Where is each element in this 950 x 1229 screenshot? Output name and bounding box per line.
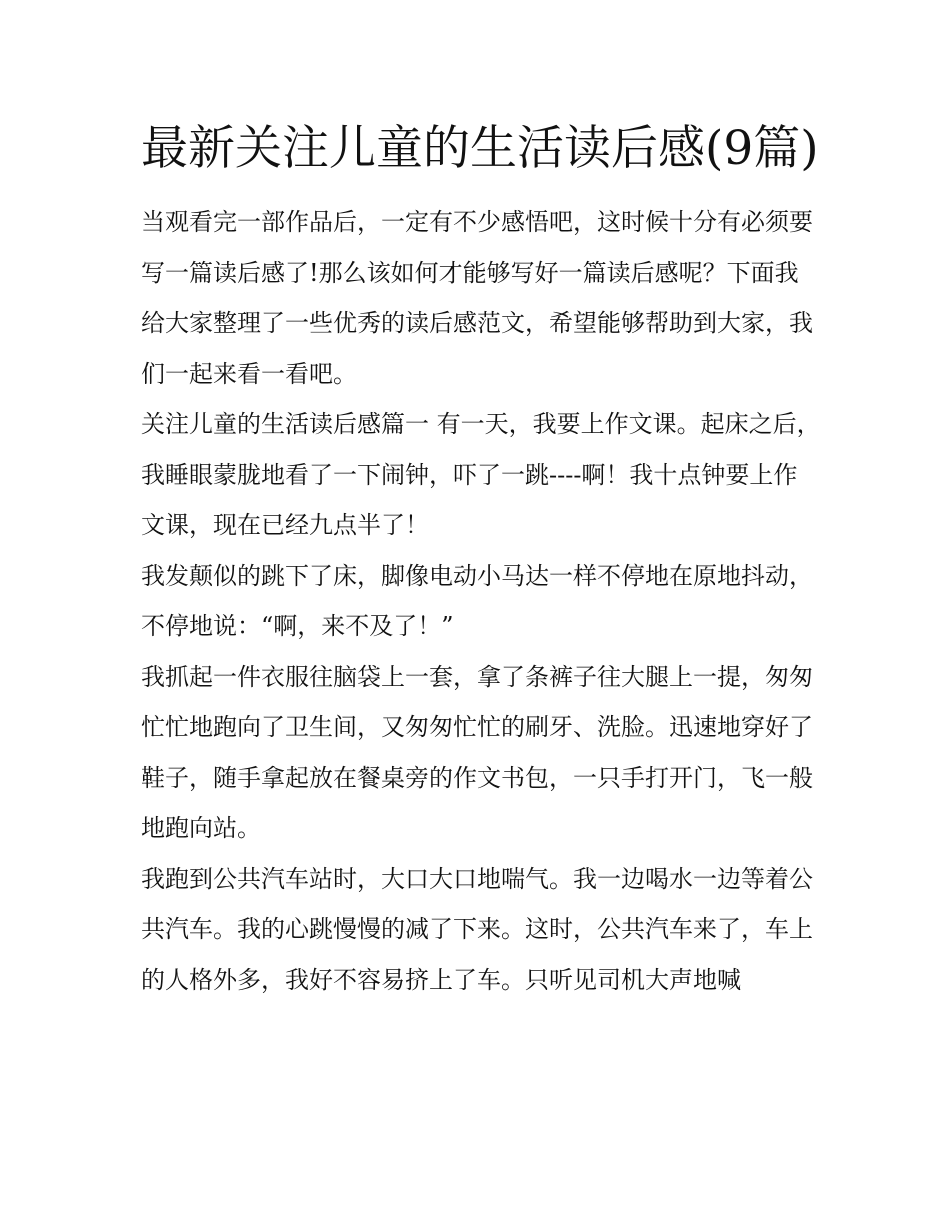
paragraph-jump-out-of-bed: 我发颠似的跳下了床，脚像电动小马达一样不停地在原地抖动，不停地说：“啊，来不及了！”: [141, 561, 813, 640]
paragraph-intro: 当观看完一部作品后，一定有不少感悟吧，这时候十分有必须要写一篇读后感了!那么该如何才能够写好一篇读后感呢？下面我给大家整理了一些优秀的读后感范文，希望能够帮助到大家，我们一起来看一看吧。: [141, 208, 813, 388]
paragraph-getting-ready: 我抓起一件衣服往脑袋上一套，拿了条裤子往大腿上一提，匆匆忙忙地跑向了卫生间，又匆匆忙忙的刷牙、洗脸。迅速地穿好了鞋子，随手拿起放在餐桌旁的作文书包，一只手打开门，飞一般地跑向站。: [141, 662, 813, 842]
paragraph-bus-stop: 我跑到公共汽车站时，大口大口地喘气。我一边喝水一边等着公共汽车。我的心跳慢慢的减了下来。这时，公共汽车来了，车上的人格外多，我好不容易挤上了车。只听见司机大声地喊: [141, 864, 813, 994]
paragraph-essay-one-start: 关注儿童的生活读后感篇一 有一天，我要上作文课。起床之后，我睡眼蒙胧地看了一下闹钟，吓了一跳----啊！我十点钟要上作文课，现在已经九点半了！: [141, 410, 821, 539]
document-title: 最新关注儿童的生活读后感(9篇): [141, 121, 819, 176]
document-body: [141, 112, 821, 1005]
